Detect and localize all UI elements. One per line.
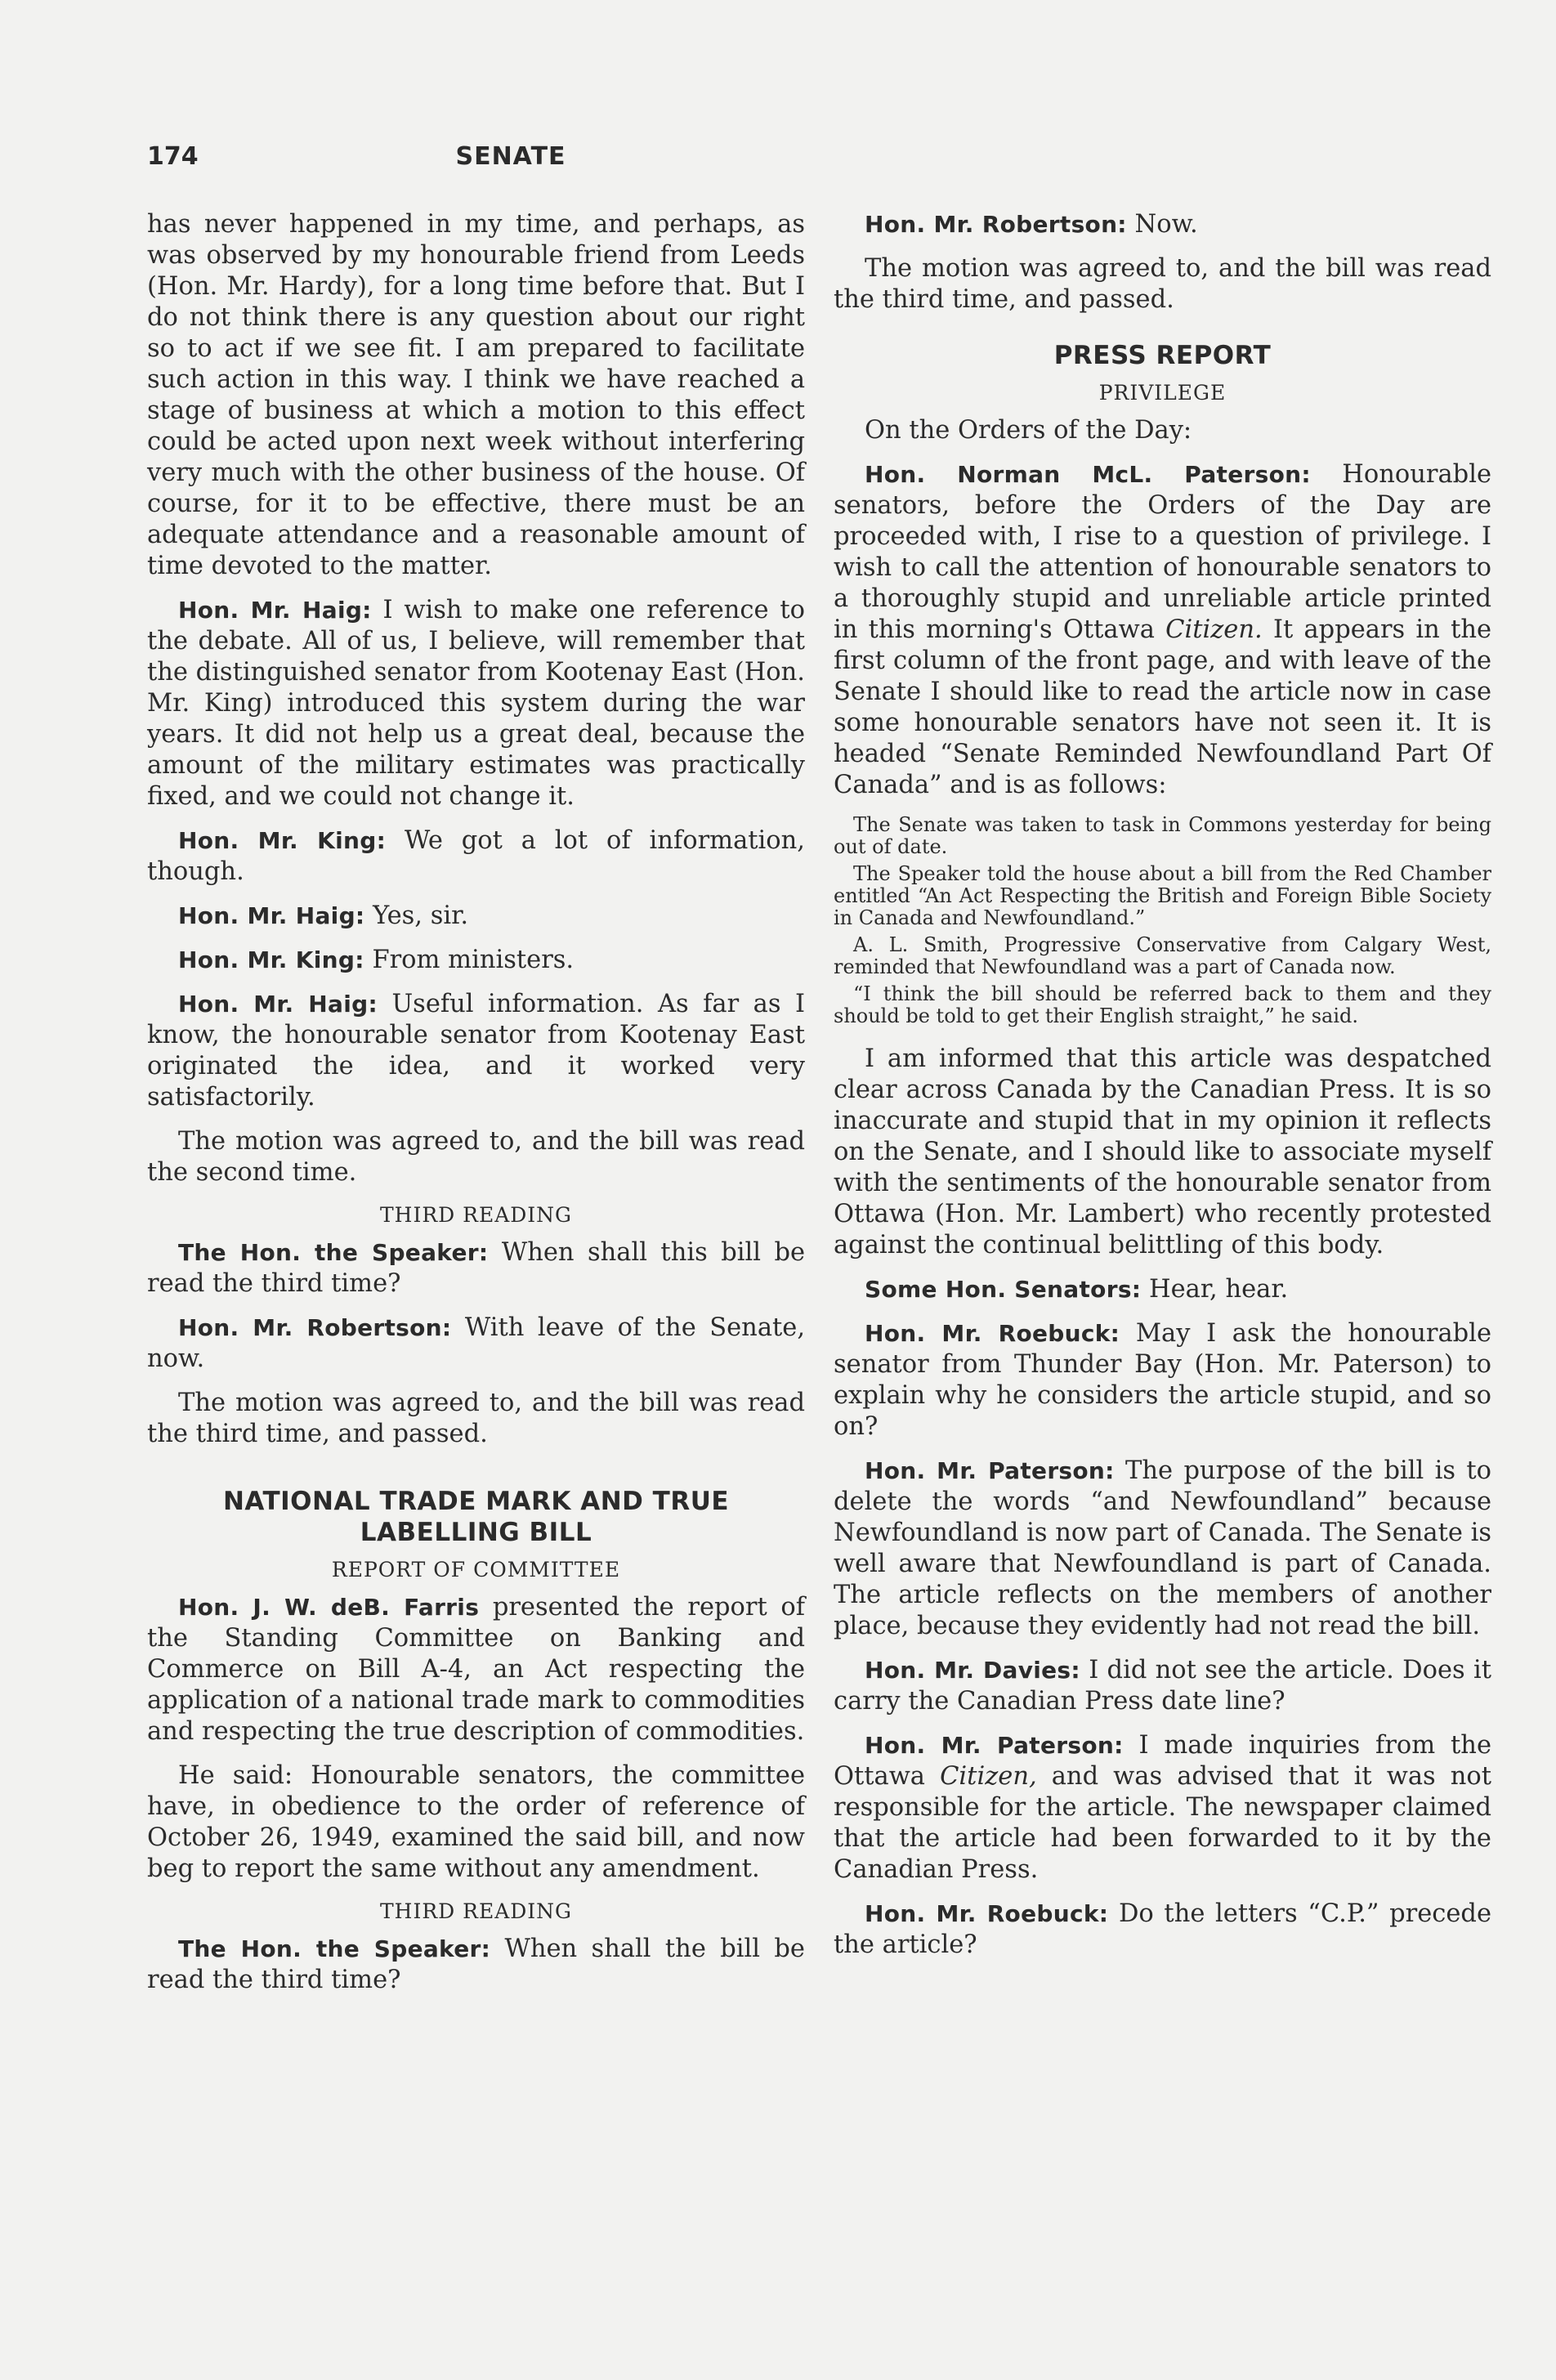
paragraph — [147, 825, 805, 888]
speech-text: Now. — [1134, 210, 1198, 239]
speaker-name: Hon. Mr. Haig: — [178, 597, 372, 624]
right-column — [834, 209, 1491, 1974]
speech-text: and was advised that it was not responsible for the article. The newspaper claimed that the article had been forwarded to it by the Canadian Press. — [834, 1762, 1491, 1884]
subheading: THIRD READING — [379, 1203, 573, 1227]
paragraph — [147, 1237, 805, 1300]
speech-text: Yes, sir. — [373, 901, 469, 930]
paragraph — [147, 901, 805, 932]
paragraph — [147, 595, 805, 812]
speech-text: presented the report of the Standing Committee on Banking and Commerce on Bill A-4, an Act respecting the application of a national trade mark to commodities and respecting the true description of commodities. — [147, 1593, 805, 1746]
quoted-article — [834, 814, 1491, 1027]
paragraph: I am informed that this article was despatched clear across Canada by the Canadian Press. It is so inaccurate and stupid that in my opinion it reflects on the Senate, and I should like to associate myself with the sentiments of the honourable senator from Ottawa (Hon. Mr. Lambert) who recently protested against the continual belittling of this body. — [834, 1045, 1491, 1259]
speaker-name: The Hon. the Speaker: — [178, 1239, 489, 1266]
page-number: 174 — [147, 142, 199, 171]
page-header-title: SENATE — [455, 142, 566, 171]
speaker-name: Some Hon. Senators: — [865, 1276, 1142, 1303]
paragraph: He said: Honourable senators, the committee have, in obedience to the order of reference of October 26, 1949, examined the said bill, and now beg to report the same without any amendment. — [147, 1761, 805, 1883]
speaker-name: Hon. Mr. Haig: — [178, 991, 378, 1018]
paragraph — [834, 459, 1491, 801]
quote-paragraph: The Senate was taken to task in Commons yesterday for being out of date. — [834, 813, 1491, 858]
paragraph: The motion was agreed to, and the bill was read the third time, and passed. — [147, 1389, 805, 1448]
paragraph: On the Orders of the Day: — [865, 416, 1192, 445]
speaker-name: Hon. J. W. deB. Farris — [178, 1594, 480, 1621]
paragraph — [147, 1934, 805, 1996]
paragraph — [834, 1274, 1491, 1305]
paragraph — [834, 209, 1491, 240]
quote-paragraph: The Speaker told the house about a bill from the Red Chamber entitled “An Act Respecting the British and Foreign Bible Society in Canada and Newfoundland.” — [834, 862, 1491, 929]
speaker-name: Hon. Mr. Paterson: — [865, 1732, 1124, 1759]
speaker-name: The Hon. the Speaker: — [178, 1935, 491, 1962]
speaker-name: Hon. Norman McL. Paterson: — [865, 461, 1311, 488]
paragraph: The motion was agreed to, and the bill was read the second time. — [147, 1127, 805, 1187]
speech-text: I wish to make one reference to the debate. All of us, I believe, will remember that the distinguished senator from Kootenay East (Hon. Mr. King) introduced this system during the war years. It did not help us a great deal, because the amount of the military estimates was practically fixed, and we could not change it. — [147, 596, 805, 811]
subheading: REPORT OF COMMITTEE — [331, 1558, 621, 1581]
speaker-name: Hon. Mr. Haig: — [178, 902, 365, 929]
paragraph: The motion was agreed to, and the bill was read the third time, and passed. — [834, 254, 1491, 314]
speech-text: Do the letters “C.P.” precede the article? — [834, 1899, 1491, 1959]
paragraph — [834, 1899, 1491, 1961]
speech-text: It appears in the first column of the front page, and with leave of the Senate I should like to read the article now in case some honourable senators have not seen it. It is headed “Senate Reminded Newfoundland Part Of Canada” and is as follows: — [834, 615, 1492, 799]
speech-text: I did not see the article. Does it carry the Canadian Press date line? — [834, 1656, 1491, 1716]
speaker-name: Hon. Mr. King: — [178, 827, 387, 854]
speech-text: I made inquiries from the Ottawa — [834, 1731, 1491, 1791]
speaker-name: Hon. Mr. Robertson: — [865, 211, 1127, 238]
paragraph — [147, 945, 805, 976]
quote-paragraph: “I think the bill should be referred back to them and they should be told to get their English straight,” he said. — [834, 982, 1491, 1027]
left-column — [147, 209, 805, 2009]
speaker-name: Hon. Mr. King: — [178, 946, 364, 973]
speaker-name: Hon. Mr. Paterson: — [865, 1457, 1115, 1484]
paragraph — [147, 1592, 805, 1747]
paragraph — [834, 1730, 1491, 1886]
paragraph — [834, 1655, 1491, 1717]
speech-text: When shall this bill be read the third time? — [147, 1238, 806, 1298]
section-heading: NATIONAL TRADE MARK AND TRUE LABELLING BILL — [222, 1487, 730, 1547]
speaker-name: Hon. Mr. Roebuck: — [865, 1320, 1120, 1347]
subheading: PRIVILEGE — [1098, 381, 1227, 405]
running-head — [147, 142, 874, 175]
newspaper-name: Citizen. — [1165, 615, 1263, 644]
speech-text: When shall the bill be read the third time? — [147, 1935, 805, 1994]
speech-text: Hear, hear. — [1149, 1275, 1289, 1304]
quote-paragraph: A. L. Smith, Progressive Conservative from Calgary West, reminded that Newfoundland was a part of Canada now. — [834, 933, 1491, 978]
speech-text: We got a lot of information, though. — [147, 826, 805, 886]
speech-text: Honourable senators, before the Orders of the Day are proceeded with, I rise to a question of privilege. I wish to call the attention of honourable senators to a thoroughly stupid and unreliable article printed in this morning's Ottawa — [834, 460, 1491, 644]
speaker-name: Hon. Mr. Roebuck: — [865, 1900, 1109, 1927]
paragraph — [147, 989, 805, 1113]
speech-text: The purpose of the bill is to delete the words “and Newfoundland” because Newfoundland is now part of Canada. The Senate is well aware that Newfoundland is part of Canada. The article reflects on the members of another place, because they evidently had not read the bill. — [834, 1456, 1491, 1640]
paragraph — [147, 1313, 805, 1375]
speech-text: From ministers. — [372, 946, 575, 974]
paragraph — [834, 1456, 1491, 1642]
speech-text: With leave of the Senate, now. — [147, 1313, 806, 1373]
speech-text: May I ask the honourable senator from Thunder Bay (Hon. Mr. Paterson) to explain why he considers the article stupid, and so on? — [834, 1319, 1491, 1441]
speaker-name: Hon. Mr. Davies: — [865, 1657, 1080, 1684]
section-heading: PRESS REPORT — [1053, 341, 1272, 370]
newspaper-name: Citizen, — [940, 1762, 1037, 1791]
subheading: THIRD READING — [379, 1899, 573, 1923]
paragraph — [834, 1318, 1491, 1443]
speech-text: Useful information. As far as I know, the honourable senator from Kootenay East originated the idea, and it worked very satisfactorily. — [147, 990, 805, 1112]
speaker-name: Hon. Mr. Robertson: — [178, 1314, 452, 1341]
paragraph: has never happened in my time, and perhaps, as was observed by my honourable friend from Leeds (Hon. Mr. Hardy), for a long time before that. But I do not think there is any question about our right so to act if we see fit. I am prepared to facilitate such action in this way. I think we have reached a stage of business at which a motion to this effect could be acted upon next week without interfering very much with the other business of the house. Of course, for it to be effective, there must be an adequate attendance and a reasonable amount of time devoted to the matter. — [147, 210, 805, 580]
